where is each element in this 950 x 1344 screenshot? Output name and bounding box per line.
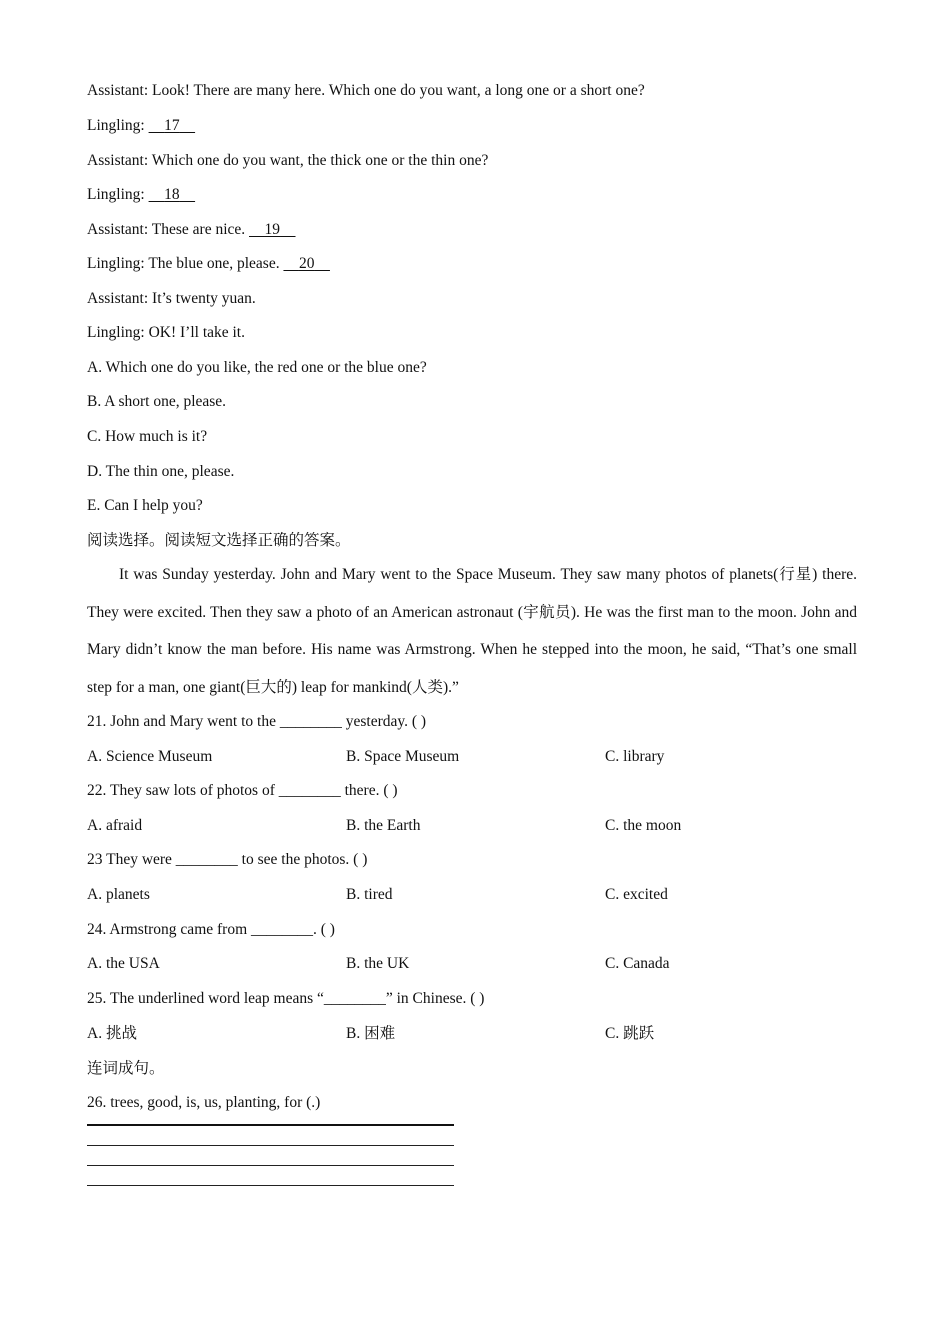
dialogue-option-b: B. A short one, please.	[87, 393, 227, 410]
dialogue-line-6: Lingling: The blue one, please. 20	[87, 254, 330, 274]
q24-option-a[interactable]: A. the USA	[87, 955, 160, 972]
q22-option-b[interactable]: B. the Earth	[346, 817, 421, 834]
question-22: 22. They saw lots of photos of ________ there. ( )	[87, 782, 398, 799]
dialogue-line-7: Assistant: It’s twenty yuan.	[87, 290, 256, 307]
q21-option-c[interactable]: C. library	[605, 748, 665, 765]
q25-option-c[interactable]: C. 跳跃	[605, 1025, 655, 1042]
q22-option-c[interactable]: C. the moon	[605, 817, 682, 834]
q21-option-a[interactable]: A. Science Museum	[87, 748, 213, 765]
dialogue-option-a: A. Which one do you like, the red one or the blue one?	[87, 359, 427, 376]
question-23: 23 They were ________ to see the photos. ( )	[87, 851, 368, 868]
dialogue-line-4: Lingling: 18	[87, 185, 195, 205]
question-26: 26. trees, good, is, us, planting, for (.)	[87, 1094, 321, 1111]
q22-option-a[interactable]: A. afraid	[87, 817, 143, 834]
answer-line-1[interactable]	[87, 1124, 454, 1126]
q24-option-b[interactable]: B. the UK	[346, 955, 410, 972]
q23-option-a[interactable]: A. planets	[87, 886, 150, 903]
dialogue-line-5: Assistant: These are nice. 19	[87, 220, 296, 240]
answer-line-2[interactable]	[87, 1145, 454, 1146]
q25-option-b[interactable]: B. 困难	[346, 1025, 396, 1042]
reading-passage: It was Sunday yesterday. John and Mary went to the Space Museum. They saw many photos of planets(行星) there. They were excited. Then they saw a photo of an American astronaut (宇航员). He was the first man to the moon. John and Mary didn’t know the man before. His name was Armstrong. When he stepped into the moon, he said, “That’s one small step for a man, one giant(巨大的) leap for mankind(人类).”	[87, 566, 857, 696]
dialogue-option-c: C. How much is it?	[87, 428, 208, 445]
answer-line-3[interactable]	[87, 1165, 454, 1166]
sentence-heading: 连词成句。	[87, 1060, 165, 1077]
dialogue-line-8: Lingling: OK! I’ll take it.	[87, 324, 245, 341]
question-25: 25. The underlined word leap means “________” in Chinese. ( )	[87, 990, 485, 1007]
dialogue-line-1: Assistant: Look! There are many here. Which one do you want, a long one or a short one?	[87, 82, 645, 99]
q23-option-c[interactable]: C. excited	[605, 886, 668, 903]
q21-option-b[interactable]: B. Space Museum	[346, 748, 460, 765]
answer-blank-18[interactable]: 18	[164, 186, 180, 203]
reading-heading: 阅读选择。阅读短文选择正确的答案。	[87, 532, 351, 549]
answer-blank-19[interactable]: 19	[264, 221, 281, 238]
answer-line-4[interactable]	[87, 1185, 454, 1186]
dialogue-line-2: Lingling: 17	[87, 116, 195, 136]
q25-option-a[interactable]: A. 挑战	[87, 1025, 137, 1042]
dialogue-option-d: D. The thin one, please.	[87, 463, 235, 480]
answer-blank-20[interactable]: 20	[298, 255, 315, 272]
question-21: 21. John and Mary went to the ________ yesterday. ( )	[87, 713, 427, 730]
q24-option-c[interactable]: C. Canada	[605, 955, 670, 972]
question-24: 24. Armstrong came from ________. ( )	[87, 921, 335, 938]
q23-option-b[interactable]: B. tired	[346, 886, 393, 903]
answer-blank-17[interactable]: 17	[164, 117, 180, 134]
dialogue-option-e: E. Can I help you?	[87, 497, 203, 514]
dialogue-line-3: Assistant: Which one do you want, the thick one or the thin one?	[87, 152, 489, 169]
